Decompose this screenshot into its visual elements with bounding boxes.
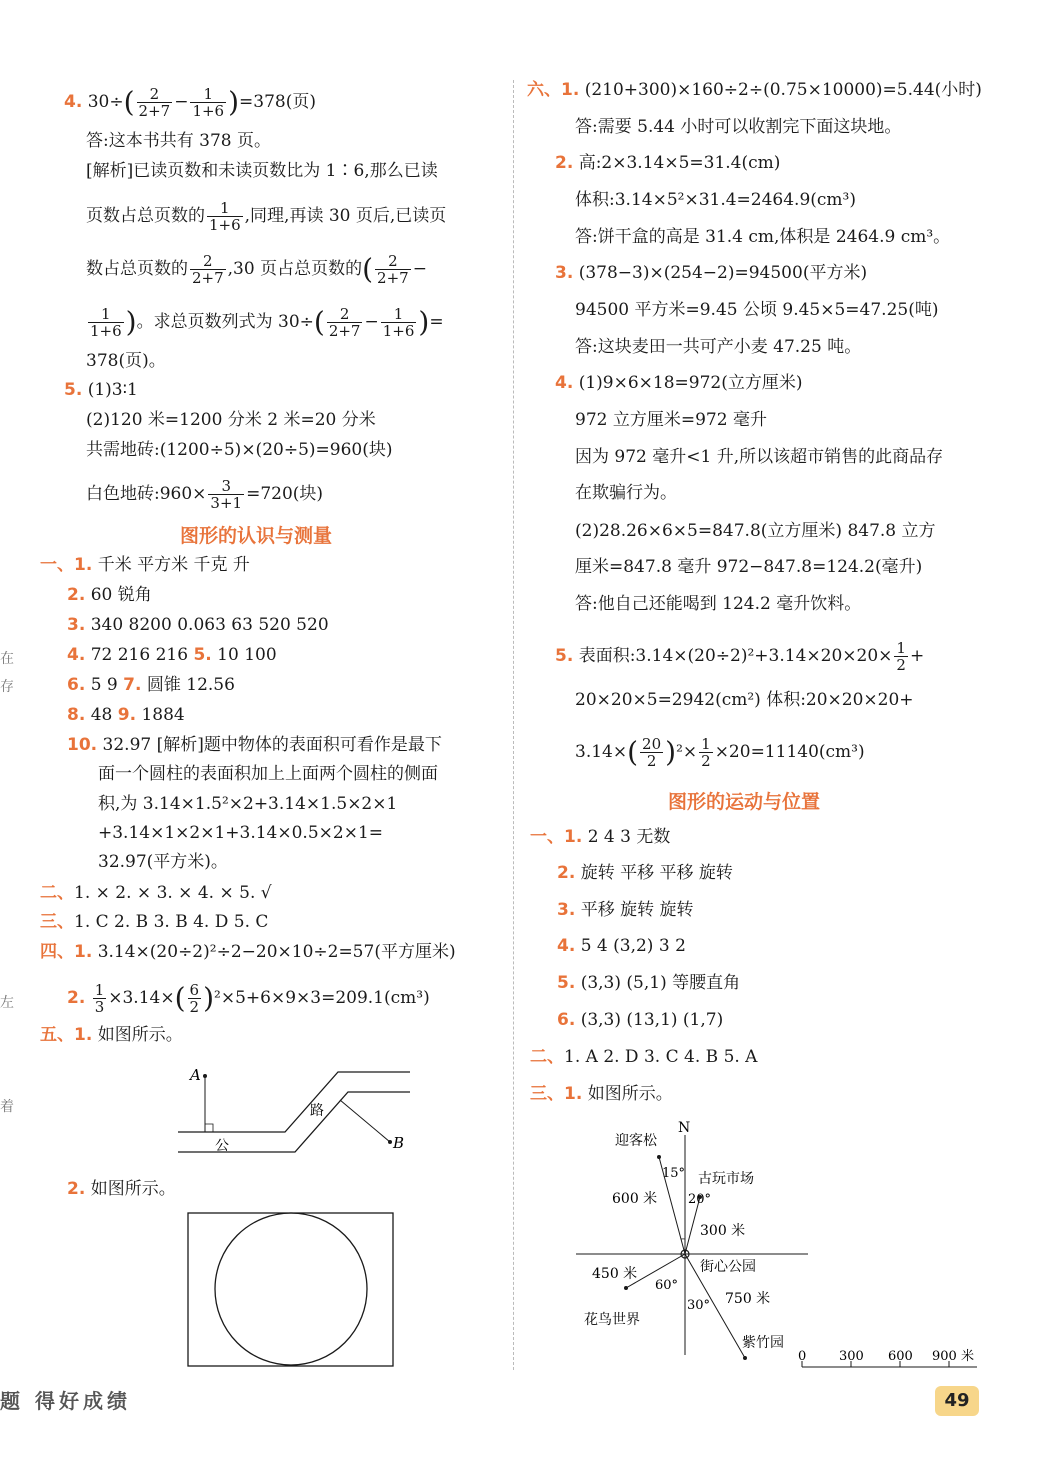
q5-part4: 白色地砖:960× $\frac{3}{3+1}$ =720(块)	[86, 477, 324, 512]
t1-q1: 一、1. 2 4 3 无数	[530, 827, 671, 847]
s1-q10-text: 积,为 3.14×1.5²×2+3.14×1.5×2×1	[98, 794, 398, 814]
q4-analysis: 页数占总页数的 $\frac{1}{1+6}$ ,同理,再读 30 页后,已读页	[86, 199, 447, 234]
s5-q2: 2. 如图所示。	[67, 1179, 176, 1199]
edge-mark: 左	[0, 995, 14, 1011]
section-heading-motion: 图形的运动与位置	[668, 791, 821, 813]
t1-q4: 4. 5 4 (3,2) 3 2	[557, 936, 686, 956]
dist-300: 300 米	[700, 1223, 746, 1239]
scale-900: 900 米	[932, 1349, 974, 1364]
edge-mark: 在	[0, 651, 14, 667]
point-zizhu	[743, 1356, 747, 1360]
q4-analysis: 数占总页数的 $\frac{2}{2+7}$ ,30 页占总页数的( $\frac{2}{2+7}$ −	[86, 252, 427, 287]
scale-600: 600	[888, 1349, 913, 1364]
position-map	[570, 1115, 990, 1380]
q4-answer: 答:这本书共有 378 页。	[86, 131, 271, 151]
t1-q6: 6. (3,3) (13,1) (1,7)	[557, 1010, 724, 1030]
label-lu: 路	[310, 1103, 324, 1119]
r-q4-text: 厘米=847.8 毫升 972−847.8=124.2(毫升)	[575, 557, 923, 577]
dist-600: 600 米	[612, 1191, 658, 1207]
dist-450: 450 米	[592, 1266, 638, 1282]
road-edge-upper	[178, 1072, 410, 1132]
r-q3-answer: 答:这块麦田一共可产小麦 47.25 吨。	[575, 337, 862, 357]
s1-q2: 2. 60 锐角	[67, 585, 152, 605]
column-divider	[513, 80, 514, 1370]
s1-q10-text: 面一个圆柱的表面积加上上面两个圆柱的侧面	[98, 764, 438, 784]
t1-q3: 3. 平移 旋转 旋转	[557, 900, 694, 920]
point-a	[203, 1074, 207, 1078]
s1-q10: 10. 32.97 [解析]题中物体的表面积可看作是最下	[67, 735, 442, 755]
r-q3: 3. (378−3)×(254−2)=94500(平方米)	[555, 263, 868, 283]
road-figure	[170, 1060, 420, 1160]
right-angle-mark	[205, 1124, 213, 1132]
label-jiexin: 街心公园	[700, 1259, 756, 1275]
r-q4-answer: 答:他自己还能喝到 124.2 毫升饮料。	[575, 594, 862, 614]
t1-q2: 2. 旋转 平移 平移 旋转	[557, 863, 733, 883]
s3-answers: 三、1. C 2. B 3. B 4. D 5. C	[40, 912, 269, 932]
angle-30: 30°	[687, 1298, 711, 1313]
t3-q1: 三、1. 如图所示。	[530, 1084, 673, 1104]
label-b: B	[393, 1134, 405, 1152]
r-q4: 4. (1)9×6×18=972(立方厘米)	[555, 373, 803, 393]
label-guwan: 古玩市场	[698, 1171, 754, 1187]
q5-part1: 5. (1)3∶1	[64, 380, 138, 400]
label-zizhu: 紫竹园	[742, 1335, 784, 1351]
dist-750: 750 米	[725, 1291, 771, 1307]
r-q2-answer: 答:饼干盒的高是 31.4 cm,体积是 2464.9 cm³。	[575, 227, 951, 247]
s1-q4-q5: 4. 72 216 216 5. 10 100	[67, 645, 277, 665]
point-huaniao	[624, 1286, 628, 1290]
r-q4-text: 972 立方厘米=972 毫升	[575, 410, 767, 430]
r-q1-answer: 答:需要 5.44 小时可以收割完下面这块地。	[575, 117, 902, 137]
rectangle	[188, 1213, 393, 1366]
edge-mark: 着	[0, 1099, 14, 1115]
q5-part2: (2)120 米=1200 分米 2 米=20 分米	[86, 410, 376, 430]
q4-analysis: [解析]已读页数和未读页数比为 1∶6,那么已读	[86, 161, 438, 181]
s5-q1: 五、1. 如图所示。	[40, 1025, 183, 1045]
north-label: N	[678, 1120, 691, 1136]
angle-15: 15°	[662, 1166, 686, 1181]
s4-q1: 四、1. 3.14×(20÷2)²÷2−20×10÷2=57(平方厘米)	[40, 942, 456, 962]
q5-part3: 共需地砖:(1200÷5)×(20÷5)=960(块)	[86, 440, 393, 460]
r-q5-text: 20×20×5=2942(cm²) 体积:20×20×20+	[575, 690, 914, 710]
footer-slogan: 题 得好成绩	[0, 1389, 131, 1413]
r-q4-text: 因为 972 毫升<1 升,所以该超市销售的此商品存	[575, 447, 944, 467]
r-q1: 六、1. (210+300)×160÷2÷(0.75×10000)=5.44(小时)	[527, 80, 982, 100]
s4-q2: 2. $\frac{1}{3}$ ×3.14×( $\frac{6}{2}$ )²×5+6×9×3=209.1(cm³)	[67, 981, 430, 1016]
point-yingkesong	[657, 1155, 661, 1159]
label-a: A	[190, 1066, 201, 1084]
s1-q1: 一、1. 千米 平方米 千克 升	[40, 555, 250, 575]
r-q5-volume: 3.14×( $\frac{20}{2}$ )²× $\frac{1}{2}$ ×20=11140(cm³)	[575, 735, 865, 770]
s1-q6-q7: 6. 5 9 7. 圆锥 12.56	[67, 675, 235, 695]
q4-equation: 4. 30÷( $\frac{2}{2+7}$ − $\frac{1}{1+6}$ )=378(页)	[64, 85, 316, 120]
angle-20: 20°	[688, 1192, 712, 1207]
s1-q10-text: 32.97(平方米)。	[98, 852, 228, 872]
s2-answers: 二、1. × 2. × 3. × 4. × 5. √	[40, 883, 272, 903]
angle-60: 60°	[655, 1278, 679, 1293]
t2-answers: 二、1. A 2. D 3. C 4. B 5. A	[530, 1047, 758, 1067]
perpendicular-b	[340, 1100, 390, 1142]
r-q5: 5. 表面积:3.14×(20÷2)²+3.14×20×20× $\frac{1}{2}$ +	[555, 639, 925, 674]
r-q4-text: (2)28.26×6×5=847.8(立方厘米) 847.8 立方	[575, 521, 936, 541]
circle-in-rectangle-figure	[185, 1210, 397, 1370]
label-huaniao: 花鸟世界	[584, 1312, 640, 1328]
label-gong: 公	[215, 1138, 229, 1154]
page-number: 49	[935, 1386, 979, 1416]
circle	[215, 1213, 367, 1365]
scale-300: 300	[839, 1349, 864, 1364]
label-yingkesong: 迎客松	[615, 1133, 657, 1149]
edge-mark: 存	[0, 679, 14, 695]
point-b	[388, 1140, 392, 1144]
s1-q3: 3. 340 8200 0.063 63 520 520	[67, 615, 329, 635]
r-q4-text: 在欺骗行为。	[575, 483, 677, 503]
r-q2: 2. 高:2×3.14×5=31.4(cm)	[555, 153, 781, 173]
q4-analysis: $\frac{1}{1+6}$ )。求总页数列式为 30÷( $\frac{2}{2+7}$ − $\frac{1}{1+6}$ )=	[90, 305, 444, 340]
r-q2-volume: 体积:3.14×5²×31.4=2464.9(cm³)	[575, 190, 856, 210]
section-heading-geometry: 图形的认识与测量	[180, 525, 333, 547]
q4-analysis: 378(页)。	[86, 351, 166, 371]
s1-q10-text: +3.14×1×2×1+3.14×0.5×2×1=	[98, 823, 384, 843]
s1-q8-q9: 8. 48 9. 1884	[67, 705, 185, 725]
r-q3-convert: 94500 平方米=9.45 公顷 9.45×5=47.25(吨)	[575, 300, 939, 320]
scale-0: 0	[798, 1349, 807, 1364]
t1-q5: 5. (3,3) (5,1) 等腰直角	[557, 973, 741, 993]
